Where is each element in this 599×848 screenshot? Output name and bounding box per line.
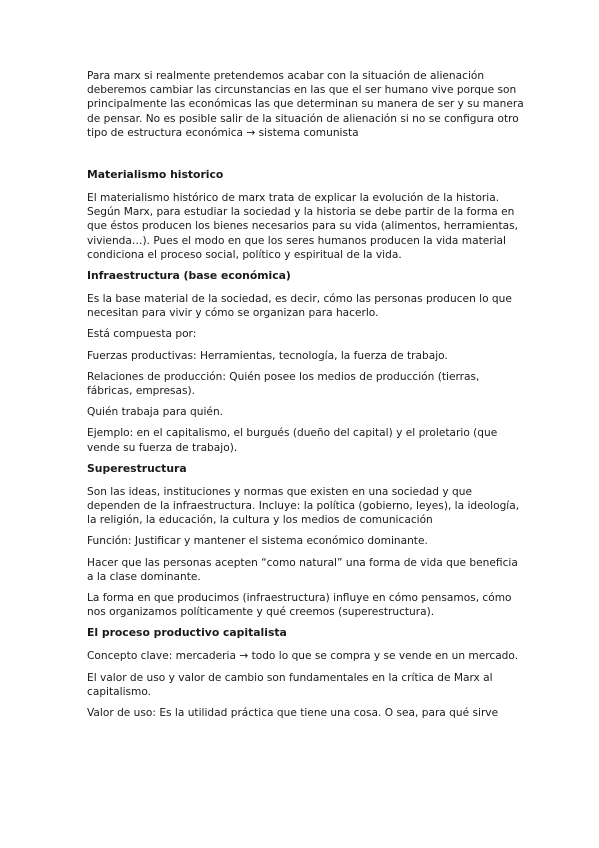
paragraph: Concepto clave: mercaderia → todo lo que se compra y se vende en un mercado. <box>87 650 519 663</box>
paragraph: El valor de uso y valor de cambio son fundamentales en la crítica de Marx al capitalismo. <box>87 671 493 698</box>
document-page <box>87 69 527 727</box>
paragraph: Es la base material de la sociedad, es decir, cómo las personas producen lo que necesitan para vivir y cómo se organizan para hacerlo. <box>87 293 512 320</box>
paragraph: Valor de uso: Es la utilidad práctica que tiene una cosa. O sea, para qué sirve <box>87 707 499 720</box>
paragraph: Quién trabaja para quién. <box>87 406 224 419</box>
paragraph: La forma en que producimos (infraestructura) influye en cómo pensamos, cómo nos organizamos políticamente y qué creemos (superestructura). <box>87 592 512 619</box>
paragraph: Ejemplo: en el capitalismo, el burgués (dueño del capital) y el proletario (que vende su fuerza de trabajo). <box>87 427 498 454</box>
paragraph: Función: Justificar y mantener el sistema económico dominante. <box>87 535 428 548</box>
section-heading: Superestructura <box>87 461 187 475</box>
section-heading: Materialismo historico <box>87 168 224 182</box>
paragraph: Relaciones de producción: Quién posee los medios de producción (tierras, fábricas, empresas). <box>87 370 480 398</box>
section-proceso-productivo <box>87 626 527 720</box>
paragraph: Está compuesta por: <box>87 328 197 341</box>
section-infraestructura <box>87 269 527 455</box>
section-materialismo <box>87 168 527 262</box>
section-spacer <box>87 140 527 168</box>
paragraph: Son las ideas, instituciones y normas que existen en una sociedad y que dependen de la infraestructura. Incluye: la política (gobierno, leyes), la ideología, la religión, la educación, la cultura y los medios de comunicación <box>87 485 520 527</box>
section-superestructura <box>87 462 527 620</box>
section-heading: Infraestructura (base económica) <box>87 269 291 283</box>
paragraph: Fuerzas productivas: Herramientas, tecnología, la fuerza de trabajo. <box>87 349 448 362</box>
paragraph: Hacer que las personas acepten “como natural” una forma de vida que beneficia a la clase dominante. <box>87 556 518 583</box>
paragraph: El materialismo histórico de marx trata de explicar la evolución de la historia. Según Marx, para estudiar la sociedad y la historia se debe partir de la forma en que éstos producen los bienes necesarios para su vida (alimentos, herramientas, vivienda…). Pues el modo en que los seres humanos producen la vida material condiciona el proceso social, político y espiritual de la vida. <box>87 192 518 261</box>
intro-paragraph: Para marx si realmente pretendemos acabar con la situación de alienación deberemos cambiar las circunstancias en las que el ser humano vive porque son principalmente las económicas las que determinan su manera de ser y su manera de pensar. No es posible salir de la situación de alienación si no se configura otro tipo de estructura económica → sistema comunista <box>87 70 524 139</box>
section-heading: El proceso productivo capitalista <box>87 626 287 640</box>
